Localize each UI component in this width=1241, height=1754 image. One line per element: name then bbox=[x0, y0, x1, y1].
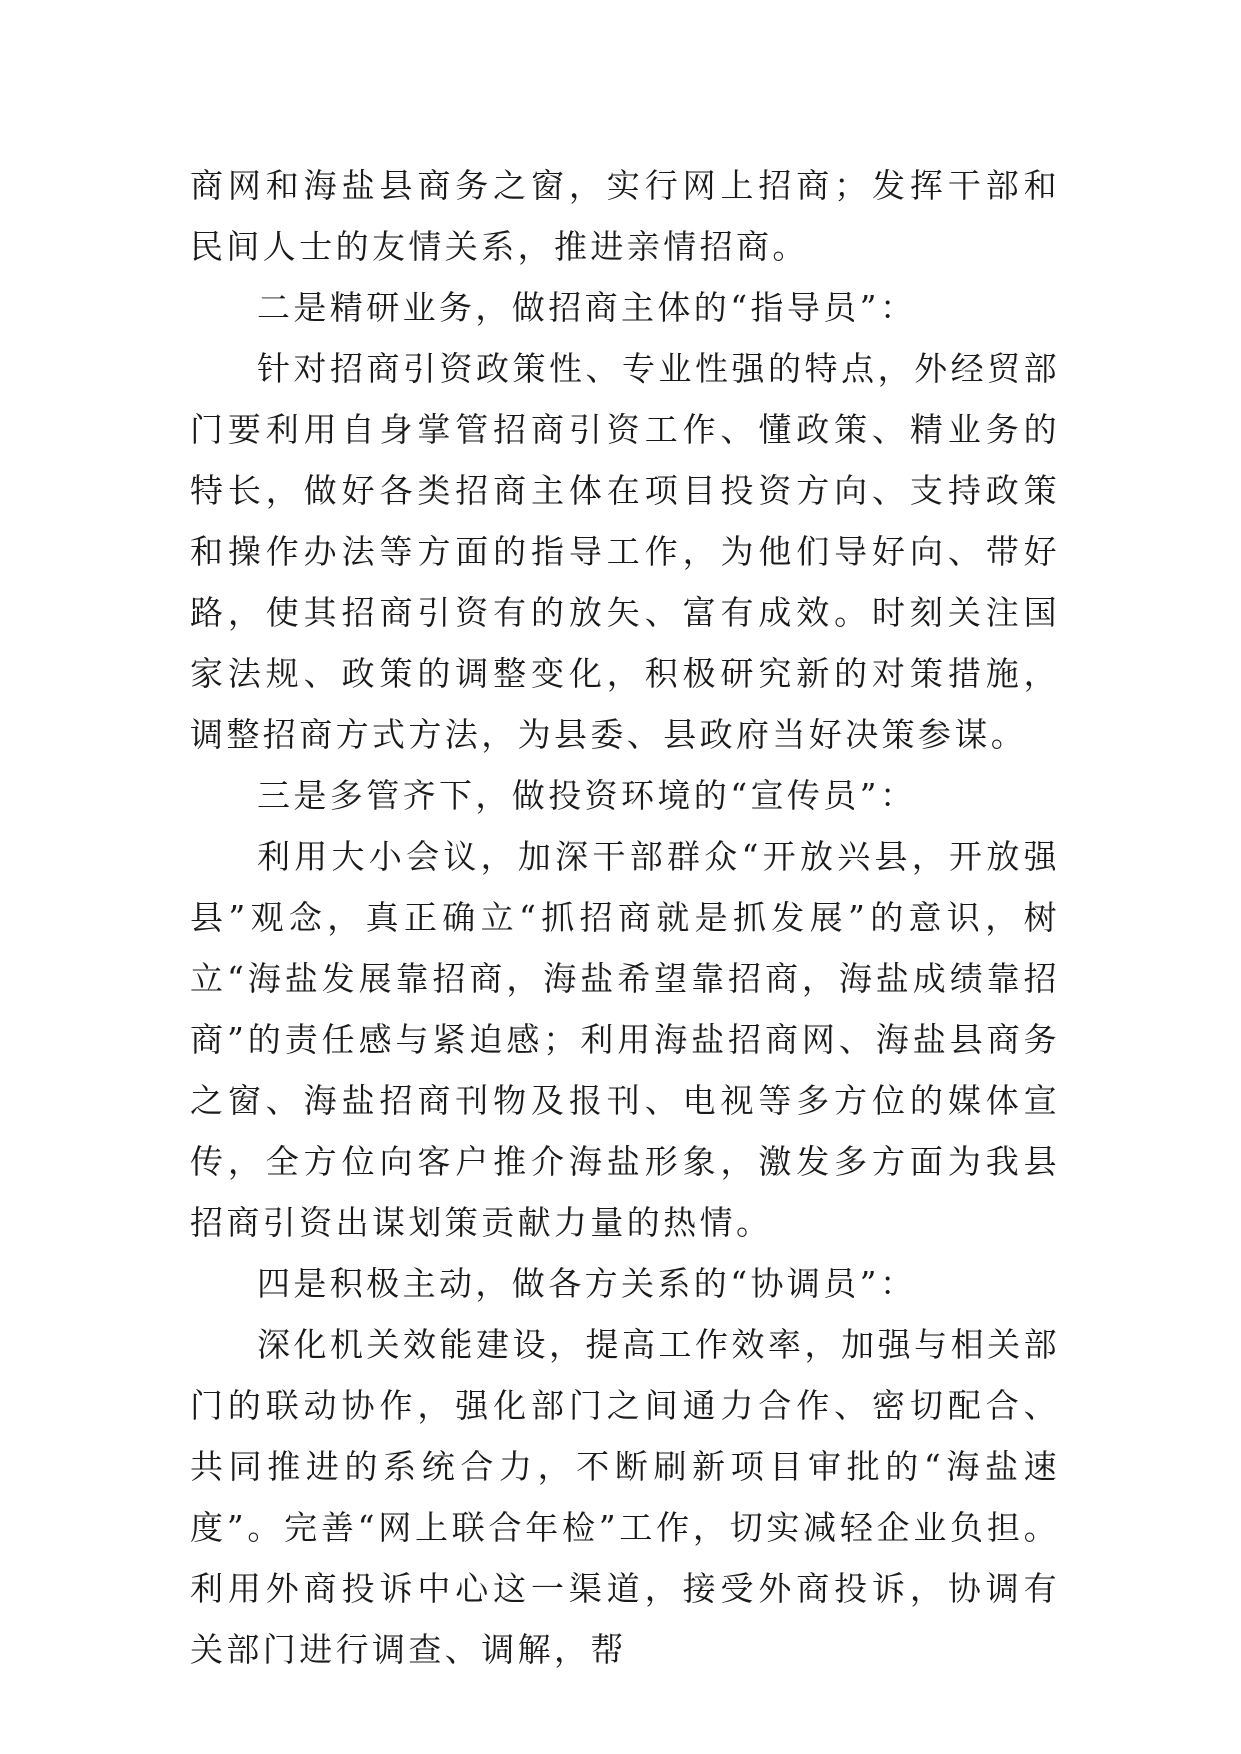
document-body bbox=[190, 155, 1060, 1680]
paragraph-5: 利用大小会议，加深干部群众“开放兴县，开放强县”观念，真正确立“抓招商就是抓发展”的意识，树立“海盐发展靠招商，海盐希望靠招商，海盐成绩靠招商”的责任感与紧迫感；利用海盐招商网、海盐县商务之窗、海盐招商刊物及报刊、电视等多方位的媒体宣传，全方位向客户推介海盐形象，激发多方面为我县招商引资出谋划策贡献力量的热情。 bbox=[190, 837, 1060, 1242]
paragraph-3: 针对招商引资政策性、专业性强的特点，外经贸部门要利用自身掌管招商引资工作、懂政策、精业务的特长，做好各类招商主体在项目投资方向、支持政策和操作办法等方面的指导工作，为他们导好向、带好路，使其招商引资有的放矢、富有成效。时刻关注国家法规、政策的调整变化，积极研究新的对策措施，调整招商方式方法，为县委、县政府当好决策参谋。 bbox=[190, 349, 1060, 754]
paragraph-1: 商网和海盐县商务之窗，实行网上招商；发挥干部和民间人士的友情关系，推进亲情招商。 bbox=[190, 166, 1060, 266]
paragraph-4-heading: 三是多管齐下，做投资环境的“宣传员”： bbox=[257, 776, 917, 815]
paragraph-2-heading: 二是精研业务，做招商主体的“指导员”： bbox=[257, 288, 917, 327]
paragraph-7: 深化机关效能建设，提高工作效率，加强与相关部门的联动协作，强化部门之间通力合作、密切配合、共同推进的系统合力，不断刷新项目审批的“海盐速度”。完善“网上联合年检”工作，切实减轻企业负担。利用外商投诉中心这一渠道，接受外商投诉，协调有关部门进行调查、调解，帮 bbox=[190, 1325, 1060, 1669]
paragraph-6-heading: 四是积极主动，做各方关系的“协调员”： bbox=[257, 1264, 917, 1303]
